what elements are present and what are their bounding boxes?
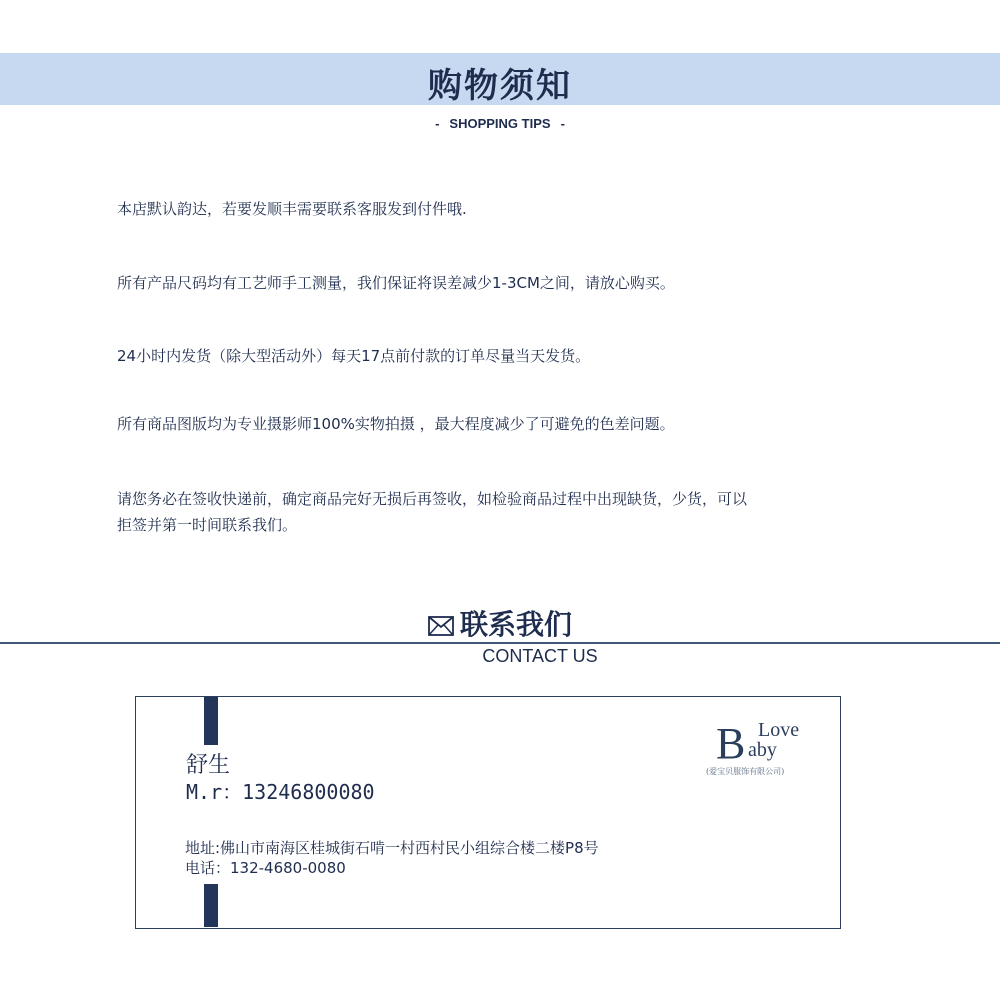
contact-subtitle: CONTACT US — [482, 646, 598, 666]
tip-inspection-line1: 请您务必在签收快递前，确定商品完好无损后再签收，如检验商品过程中出现缺货，少货，可以 — [117, 490, 748, 508]
contact-phone: 电话：132-4680-0080 — [185, 859, 346, 877]
envelope-icon — [428, 610, 454, 643]
contact-mobile: M.r：13246800080 — [186, 780, 375, 804]
contact-address: 地址:佛山市南海区桂城街石啃一村西村民小组综合楼二楼P8号 — [185, 839, 599, 857]
logo-love: Love — [758, 719, 800, 741]
subtitle-dash-left: - — [435, 116, 440, 131]
contact-heading — [0, 603, 1000, 643]
tip-shipping: 本店默认韵达，若要发顺丰需要联系客服发到付件哦. — [117, 200, 467, 218]
contact-title: 联系我们 — [459, 608, 572, 641]
brand-logo — [704, 710, 828, 778]
page-subtitle — [0, 116, 1000, 131]
logo-company: (爱宝贝服饰有限公司) — [706, 767, 785, 776]
tip-sizing: 所有产品尺码均有工艺师手工测量，我们保证将误差减少1-3CM之间，请放心购买。 — [117, 274, 675, 292]
logo-letter-b: B — [716, 719, 746, 768]
subtitle-dash-right: - — [560, 116, 565, 131]
tip-inspection-line2: 拒签并第一时间联系我们。 — [117, 516, 298, 534]
contact-divider — [0, 642, 1000, 644]
contact-details — [185, 838, 599, 878]
tip-delivery: 24小时内发货（除大型活动外）每天17点前付款的订单尽量当天发货。 — [117, 347, 591, 365]
card-accent-bar-bottom — [204, 884, 218, 927]
card-accent-bar-top — [204, 697, 218, 745]
logo-aby: aby — [748, 739, 777, 761]
page-title: 购物须知 — [428, 66, 572, 106]
contact-name: 舒生 — [186, 753, 231, 778]
subtitle-text: SHOPPING TIPS — [449, 116, 551, 131]
tip-photos: 所有商品图版均为专业摄影师100%实物拍摄 ，最大程度减少了可避免的色差问题。 — [117, 415, 675, 433]
